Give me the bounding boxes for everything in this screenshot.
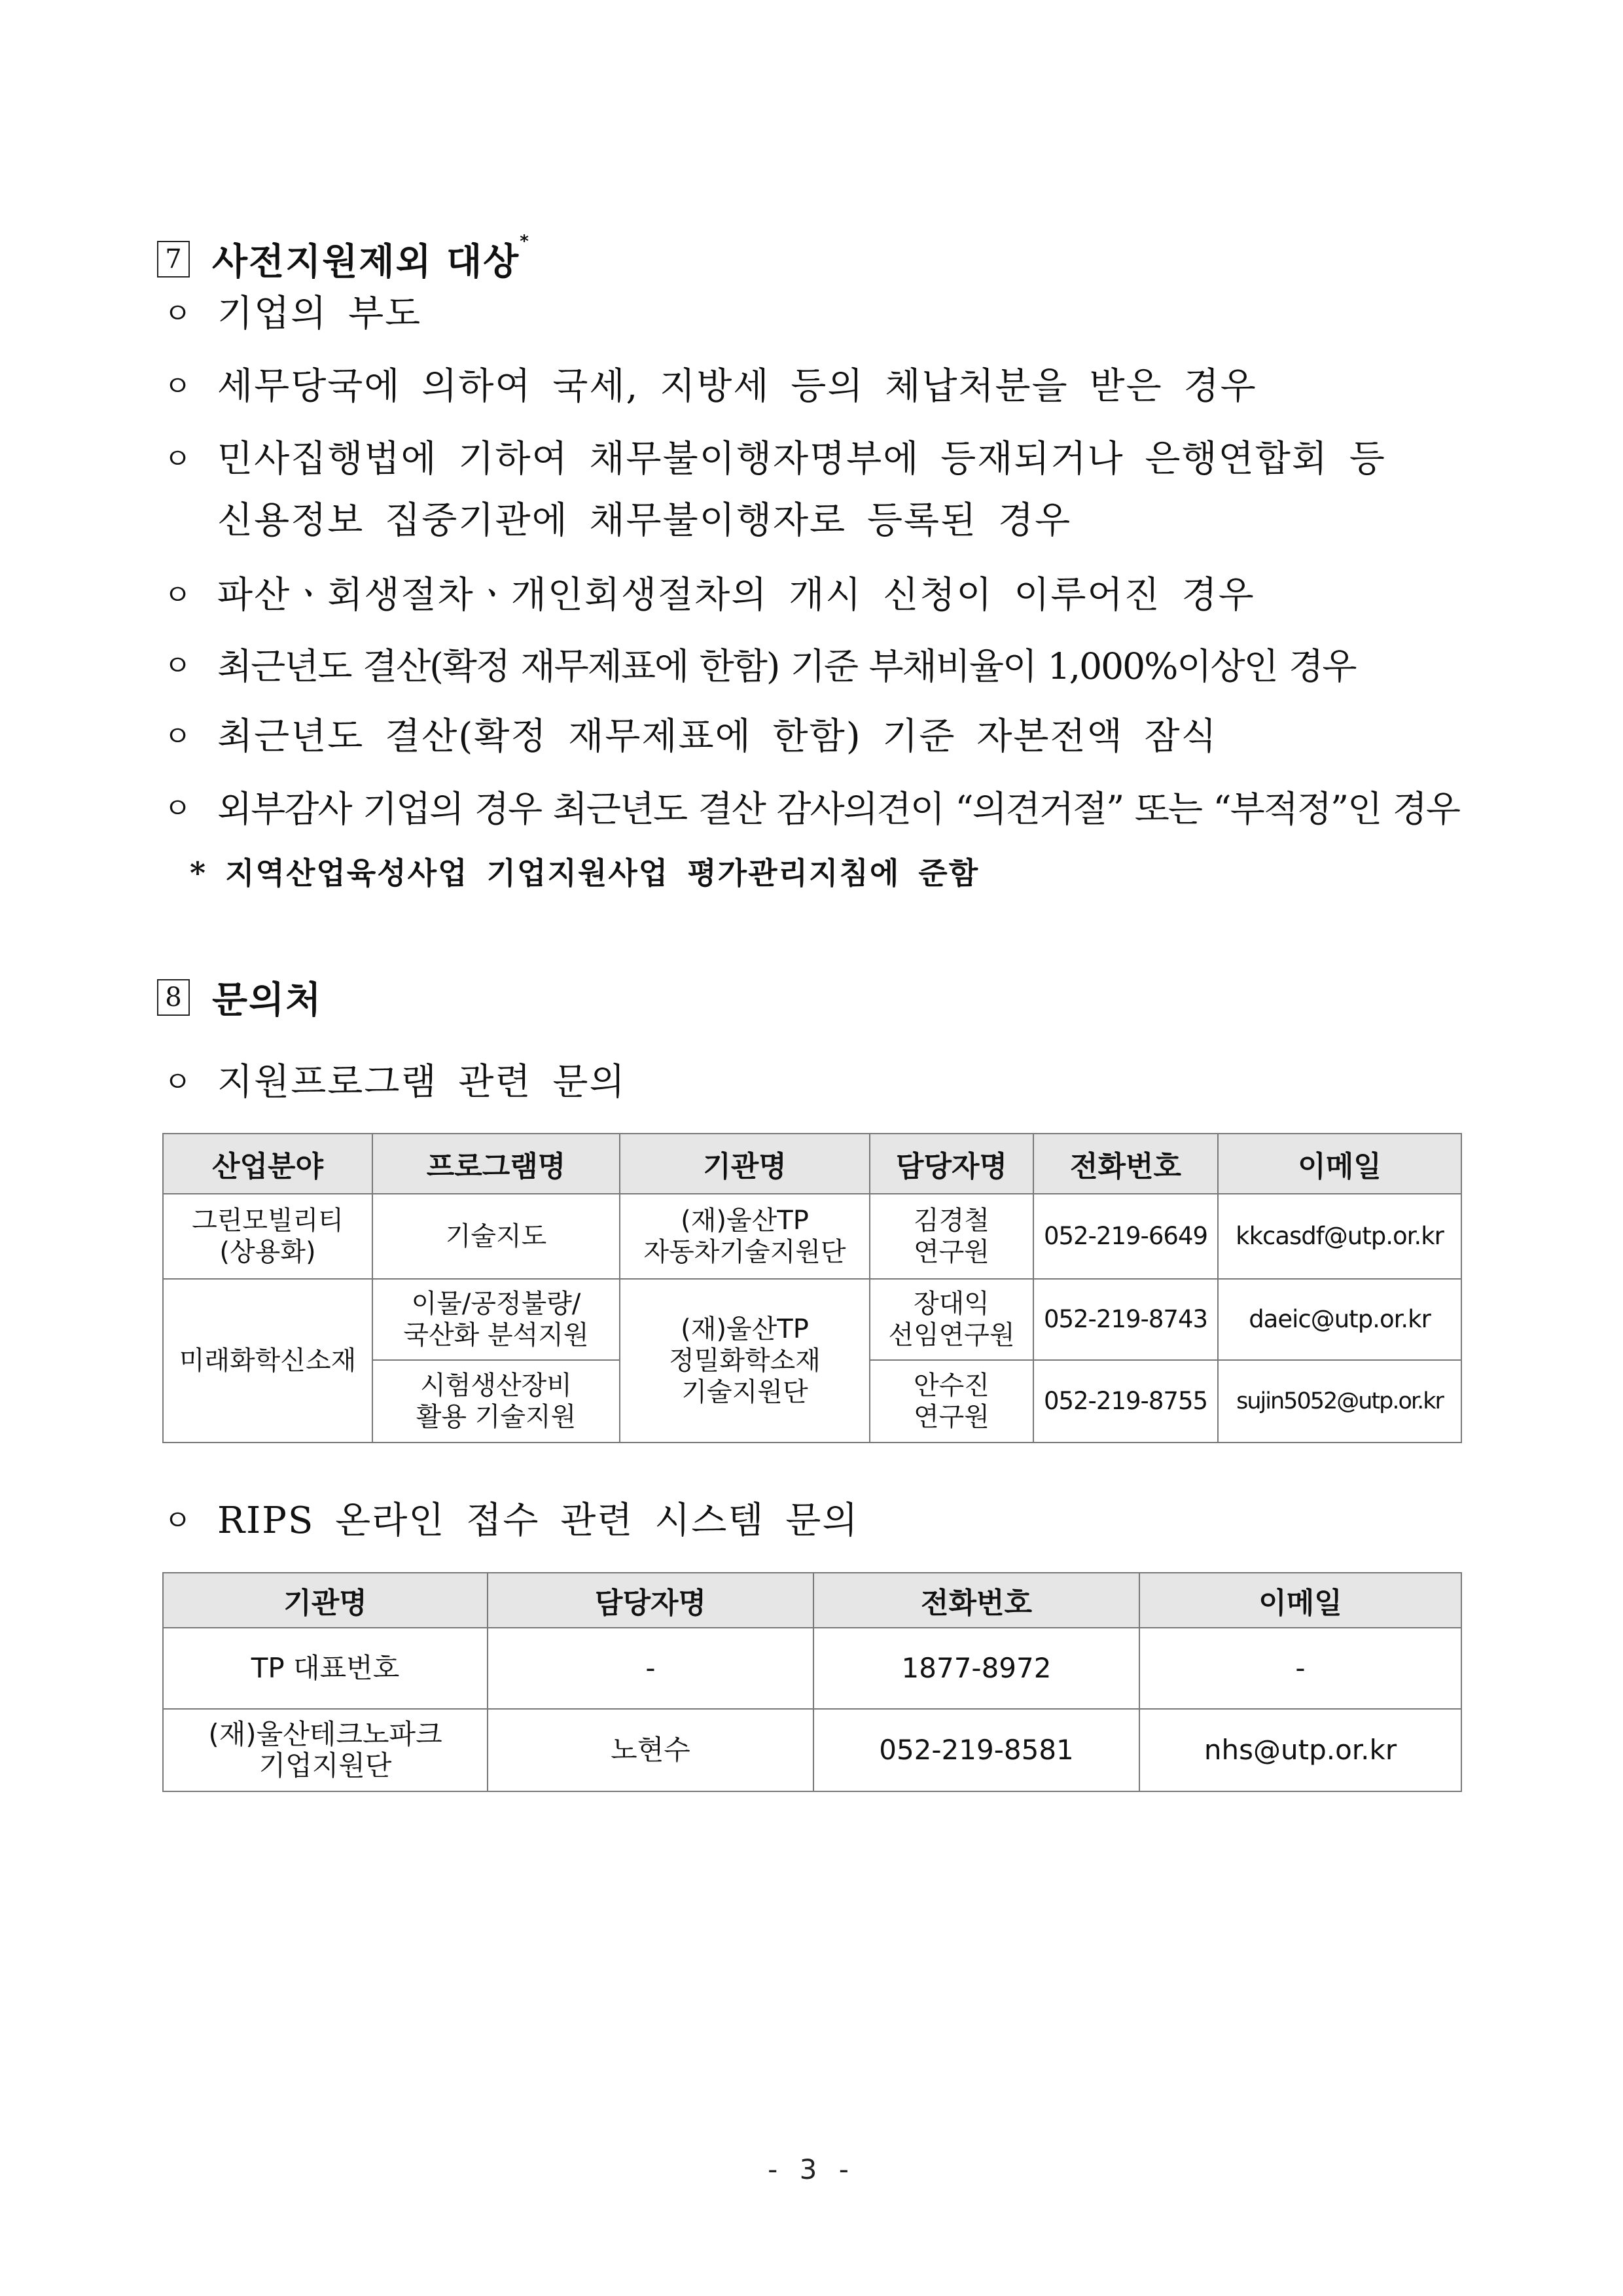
list-item bbox=[164, 564, 1472, 627]
bullet-mark: ㅇ bbox=[164, 579, 193, 612]
program-cell: 기술지도 bbox=[372, 1194, 620, 1279]
table-row bbox=[163, 1628, 1461, 1709]
phone-cell: 052-219-8755 bbox=[1033, 1360, 1218, 1443]
list-item-continuation bbox=[164, 490, 1472, 552]
program-cell: 이물/공정불량/ 국산화 분석지원 bbox=[372, 1279, 620, 1360]
table-header-row bbox=[163, 1573, 1461, 1628]
section-7-number: 7 bbox=[157, 241, 190, 278]
bullet-mark: ㅇ bbox=[164, 1504, 193, 1537]
agency-cell: (재)울산TP 정밀화학소재 기술지원단 bbox=[620, 1279, 870, 1443]
list-item bbox=[164, 283, 1472, 346]
column-header: 이메일 bbox=[1139, 1573, 1461, 1628]
list-item-text: 외부감사 기업의 경우 최근년도 결산 감사의견이 “의견거절” 또는 “부적정”인 경우 bbox=[217, 788, 1459, 830]
table-header-row bbox=[163, 1134, 1461, 1194]
list-item bbox=[164, 1051, 1472, 1114]
column-header: 프로그램명 bbox=[372, 1134, 620, 1194]
bullet-mark: ㅇ bbox=[164, 792, 190, 825]
column-header: 기관명 bbox=[163, 1573, 488, 1628]
email-link[interactable]: daeic@utp.or.kr bbox=[1218, 1279, 1461, 1360]
table-row bbox=[163, 1194, 1461, 1279]
phone-cell: 052-219-8743 bbox=[1033, 1279, 1218, 1360]
bullet-mark: ㅇ bbox=[164, 442, 193, 476]
section-7-title: 사전지원제외 대상* bbox=[212, 232, 530, 283]
bullet-mark: ㅇ bbox=[164, 297, 193, 331]
email-cell: - bbox=[1139, 1628, 1461, 1709]
phone-cell: 1877-8972 bbox=[813, 1628, 1139, 1709]
section-8-heading bbox=[157, 971, 322, 1024]
list-item-text: 민사집행법에 기하여 채무불이행자명부에 등재되거나 은행연합회 등 bbox=[217, 438, 1386, 480]
page-number: - 3 - bbox=[768, 2153, 855, 2185]
email-link[interactable]: kkcasdf@utp.or.kr bbox=[1218, 1194, 1461, 1279]
bullet-mark: ㅇ bbox=[164, 1066, 193, 1099]
email-link[interactable]: sujin5052@utp.or.kr bbox=[1218, 1360, 1461, 1443]
list-item-text: RIPS 온라인 접수 관련 시스템 문의 bbox=[217, 1499, 859, 1542]
contact-cell: - bbox=[488, 1628, 813, 1709]
list-item bbox=[164, 635, 1472, 698]
section-8-number: 8 bbox=[157, 979, 190, 1016]
list-item bbox=[164, 706, 1472, 768]
column-header: 전화번호 bbox=[813, 1573, 1139, 1628]
column-header: 이메일 bbox=[1218, 1134, 1461, 1194]
email-link[interactable]: nhs@utp.or.kr bbox=[1139, 1709, 1461, 1791]
footnote: * 지역산업육성사업 기업지원사업 평가관리지침에 준함 bbox=[190, 855, 980, 891]
phone-cell: 052-219-8581 bbox=[813, 1709, 1139, 1791]
list-item-text: 최근년도 결산(확정 재무제표에 한함) 기준 부채비율이 1,000%이상인 경우 bbox=[217, 645, 1356, 687]
table-row bbox=[163, 1709, 1461, 1791]
bullet-mark: ㅇ bbox=[164, 649, 190, 683]
contact-cell: 안수진 연구원 bbox=[870, 1360, 1033, 1443]
list-item-text: 최근년도 결산(확정 재무제표에 한함) 기준 자본전액 잠식 bbox=[217, 715, 1218, 758]
column-header: 전화번호 bbox=[1033, 1134, 1218, 1194]
list-item-text: 신용정보 집중기관에 채무불이행자로 등록된 경우 bbox=[217, 499, 1072, 542]
list-item bbox=[164, 1490, 1472, 1552]
list-item-text: 지원프로그램 관련 문의 bbox=[217, 1061, 626, 1103]
section-7-heading bbox=[157, 233, 530, 285]
title-footnote-mark: * bbox=[520, 232, 530, 251]
list-item-text: 세무당국에 의하여 국세, 지방세 등의 체납처분을 받은 경우 bbox=[217, 365, 1257, 408]
program-cell: 시험생산장비 활용 기술지원 bbox=[372, 1360, 620, 1443]
column-header: 담당자명 bbox=[870, 1134, 1033, 1194]
program-contact-table bbox=[162, 1133, 1462, 1443]
industry-field-cell: 그린모빌리티 (상용화) bbox=[163, 1194, 372, 1279]
rips-contact-table bbox=[162, 1572, 1462, 1792]
table-row bbox=[163, 1279, 1461, 1360]
column-header: 산업분야 bbox=[163, 1134, 372, 1194]
column-header: 기관명 bbox=[620, 1134, 870, 1194]
column-header: 담당자명 bbox=[488, 1573, 813, 1628]
bullet-mark: ㅇ bbox=[164, 720, 193, 753]
list-item bbox=[164, 778, 1472, 840]
agency-cell: (재)울산TP 자동차기술지원단 bbox=[620, 1194, 870, 1279]
agency-cell: TP 대표번호 bbox=[163, 1628, 488, 1709]
bullet-mark: ㅇ bbox=[164, 370, 193, 403]
contact-cell: 노현수 bbox=[488, 1709, 813, 1791]
section-8-title: 문의처 bbox=[212, 979, 323, 1022]
agency-cell: (재)울산테크노파크 기업지원단 bbox=[163, 1709, 488, 1791]
list-item bbox=[164, 355, 1472, 418]
list-item-text: 파산ㆍ회생절차ㆍ개인회생절차의 개시 신청이 이루어진 경우 bbox=[217, 574, 1255, 617]
contact-cell: 김경철 연구원 bbox=[870, 1194, 1033, 1279]
list-item bbox=[164, 428, 1472, 491]
list-item-text: 기업의 부도 bbox=[217, 293, 422, 335]
contact-cell: 장대익 선임연구원 bbox=[870, 1279, 1033, 1360]
phone-cell: 052-219-6649 bbox=[1033, 1194, 1218, 1279]
industry-field-cell: 미래화학신소재 bbox=[163, 1279, 372, 1443]
